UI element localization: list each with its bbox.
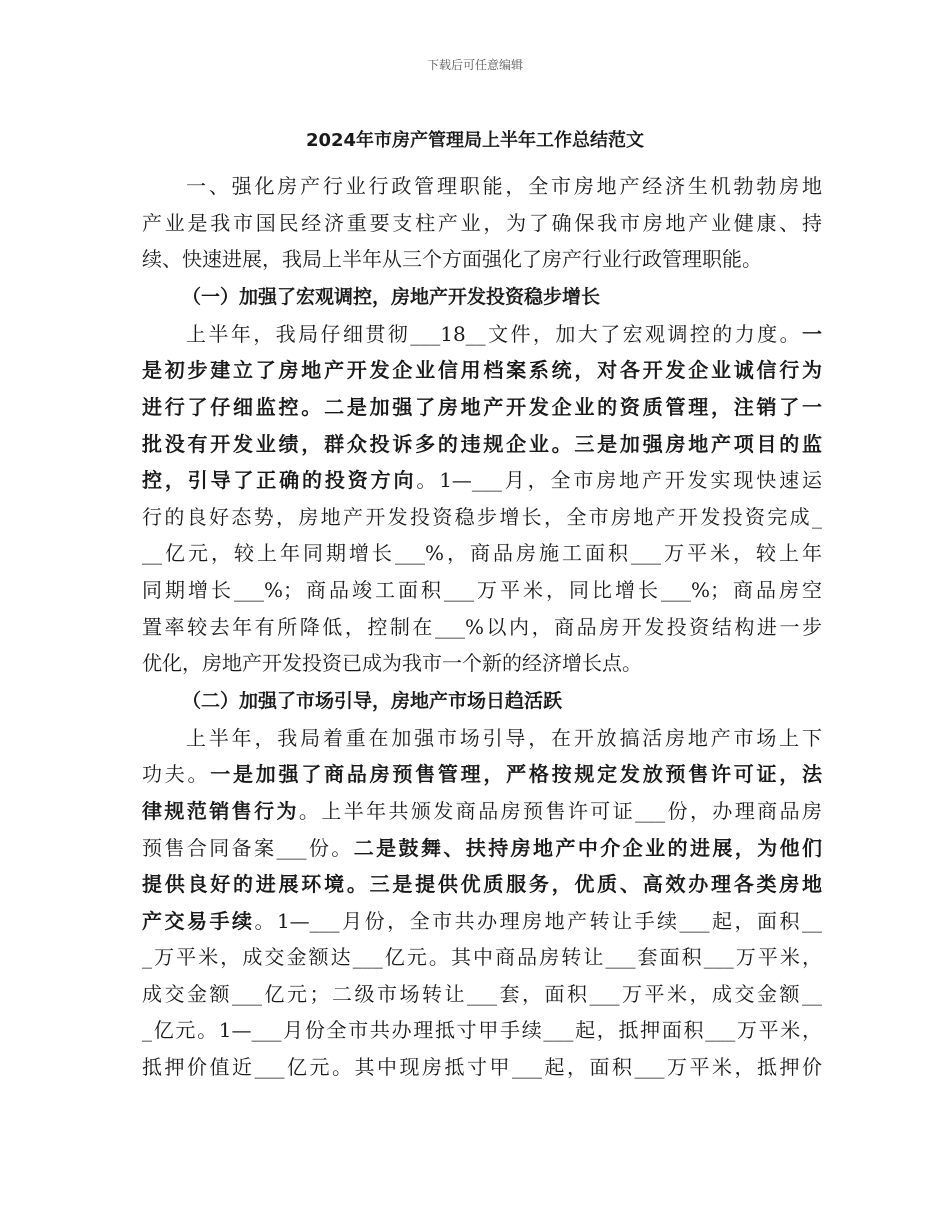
section-heading-1: （一）加强了宏观调控，房地产开发投资稳步增长 <box>182 285 601 308</box>
document-body <box>142 168 822 1086</box>
section1-line: 行的良好态势，房地产开发投资稳步增长，全市房地产开发投资完成_ <box>142 504 822 529</box>
section1-line: 上半年，我局仔细贯彻___18__文件，加大了宏观调控的力度。一 <box>186 321 822 346</box>
section2-line: _亿元。1—___月份全市共办理抵寸甲手续___起，抵押面积___万平米， <box>142 1018 822 1043</box>
document-title: 2024年市房产管理局上半年工作总结范文 <box>305 130 645 151</box>
section2-line: 产交易手续。1—___月份，全市共办理房地产转让手续___起，面积__ <box>142 908 822 933</box>
section1-line: 优化，房地产开发投资已成为我市一个新的经济增长点。 <box>142 651 642 676</box>
intro-line: 一、强化房产行业行政管理职能，全市房地产经济生机勃勃房地 <box>186 174 822 198</box>
section2-line: 上半年，我局着重在加强市场引导，在开放搞活房地产市场上下 <box>186 725 822 750</box>
section2-line: 预售合同备案___份。二是鼓舞、扶持房地产中介企业的进展，为他们 <box>142 835 822 860</box>
section-heading-2: （二）加强了市场引导，房地产市场日趋活跃 <box>182 689 563 712</box>
section2-line: 成交金额___亿元；二级市场转让___套，面积___万平米，成交金额__ <box>142 981 822 1006</box>
section1-line: 控，引导了正确的投资方向。1—___月，全市房地产开发实现快速运 <box>142 468 822 493</box>
section1-line: 同期增长___%；商品竣工面积___万平米，同比增长___%；商品房空 <box>142 577 822 602</box>
page-header: 下载后可任意编辑 <box>426 58 523 72</box>
section1-line: 进行了仔细监控。二是加强了房地产开发企业的资质管理，注销了一 <box>142 394 822 419</box>
intro-line: 续、快速进展，我局上半年从三个方面强化了房产行业行政管理职能。 <box>142 247 762 272</box>
section2-line: 律规范销售行为。上半年共颁发商品房预售许可证___份，办理商品房 <box>142 798 822 823</box>
section2-line: _万平米，成交金额达___亿元。其中商品房转让___套面积___万平米， <box>142 945 822 970</box>
section1-line: 批没有开发业绩，群众投诉多的违规企业。三是加强房地产项目的监 <box>142 431 822 456</box>
section1-line: 置率较去年有所降低，控制在___%以内，商品房开发投资结构进一步 <box>142 614 822 639</box>
section2-line: 提供良好的进展环境。三是提供优质服务，优质、高效办理各类房地 <box>142 872 822 897</box>
section2-line: 抵押价值近___亿元。其中现房抵寸甲___起，面积___万平米，抵押价 <box>142 1055 822 1080</box>
section2-line: 功夫。一是加强了商品房预售管理，严格按规定发放预售许可证，法 <box>142 762 822 787</box>
section1-line: __亿元，较上年同期增长___%，商品房施工面积___万平米，较上年 <box>142 541 822 566</box>
section1-line: 是初步建立了房地产开发企业信用档案系统，对各开发企业诚信行为 <box>142 358 822 383</box>
intro-line: 产业是我市国民经济重要支柱产业，为了确保我市房地产业健康、持 <box>142 210 822 235</box>
